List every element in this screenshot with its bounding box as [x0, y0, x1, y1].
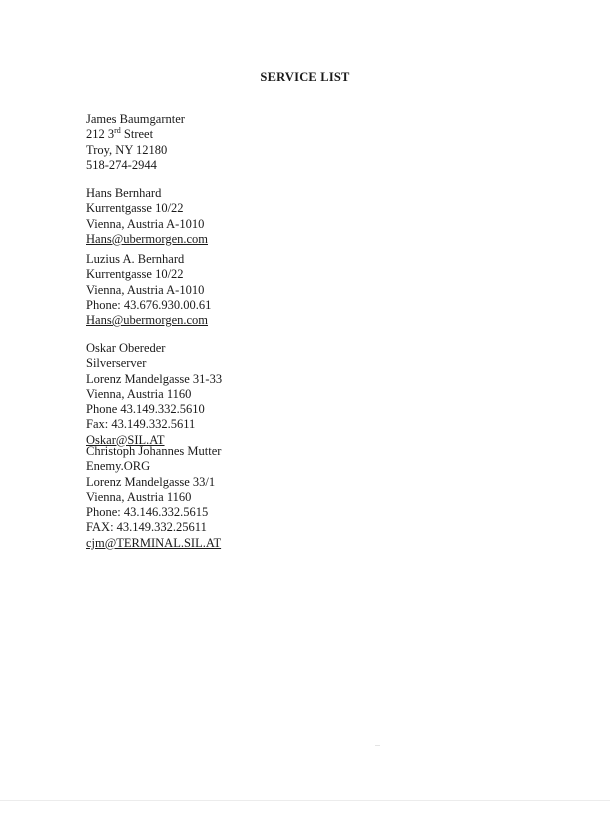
contact-email-link[interactable]: Oskar@SIL.AT	[86, 432, 165, 447]
contact-name: Hans Bernhard	[86, 186, 162, 200]
page-title: SERVICE LIST	[260, 70, 350, 84]
contact-organization: Enemy.ORG	[86, 459, 151, 474]
contact-email-link[interactable]: Hans@ubermorgen.com	[86, 313, 209, 328]
contact-name: Oskar Obereder	[86, 341, 166, 355]
contact-city: Vienna, Austria 1160	[86, 386, 192, 401]
scan-artifact-speck	[375, 745, 380, 746]
contact-street: Lorenz Mandelgasse 33/1	[86, 474, 216, 489]
street-number: 212 3	[86, 127, 115, 142]
contact-phone: Phone: 43.146.332.5615	[86, 505, 209, 520]
contact-name: Christoph Johannes Mutter	[86, 444, 222, 458]
contact-city: Vienna, Austria A-1010	[86, 282, 205, 297]
contact-street	[86, 127, 185, 142]
contact-block	[86, 252, 211, 328]
contact-name: James Baumgarnter	[86, 112, 185, 126]
contact-email-link[interactable]: Hans@ubermorgen.com	[86, 231, 209, 246]
contact-street: Lorenz Mandelgasse 31-33	[86, 371, 223, 386]
scan-artifact-line	[0, 800, 610, 801]
contact-block	[86, 444, 221, 551]
contact-phone: Phone: 43.676.930.00.61	[86, 297, 212, 312]
contact-block	[86, 186, 208, 247]
contact-city: Troy, NY 12180	[86, 142, 168, 157]
contact-phone: Phone 43.149.332.5610	[86, 402, 205, 417]
street-ordinal-suffix: rd	[114, 126, 121, 136]
contact-name: Luzius A. Bernhard	[86, 252, 185, 266]
contact-fax: Fax: 43.149.332.5611	[86, 417, 196, 432]
contact-street: Kurrentgasse 10/22	[86, 201, 184, 216]
contact-city: Vienna, Austria 1160	[86, 489, 192, 504]
contact-city: Vienna, Austria A-1010	[86, 216, 205, 231]
street-name: Street	[120, 127, 154, 142]
contact-organization: Silverserver	[86, 356, 147, 371]
contact-block	[86, 112, 185, 173]
contact-fax: FAX: 43.149.332.25611	[86, 520, 207, 535]
contact-phone: 518-274-2944	[86, 157, 157, 172]
contact-street: Kurrentgasse 10/22	[86, 267, 184, 282]
contact-email-link[interactable]: cjm@TERMINAL.SIL.AT	[86, 535, 222, 550]
contact-block	[86, 341, 222, 448]
